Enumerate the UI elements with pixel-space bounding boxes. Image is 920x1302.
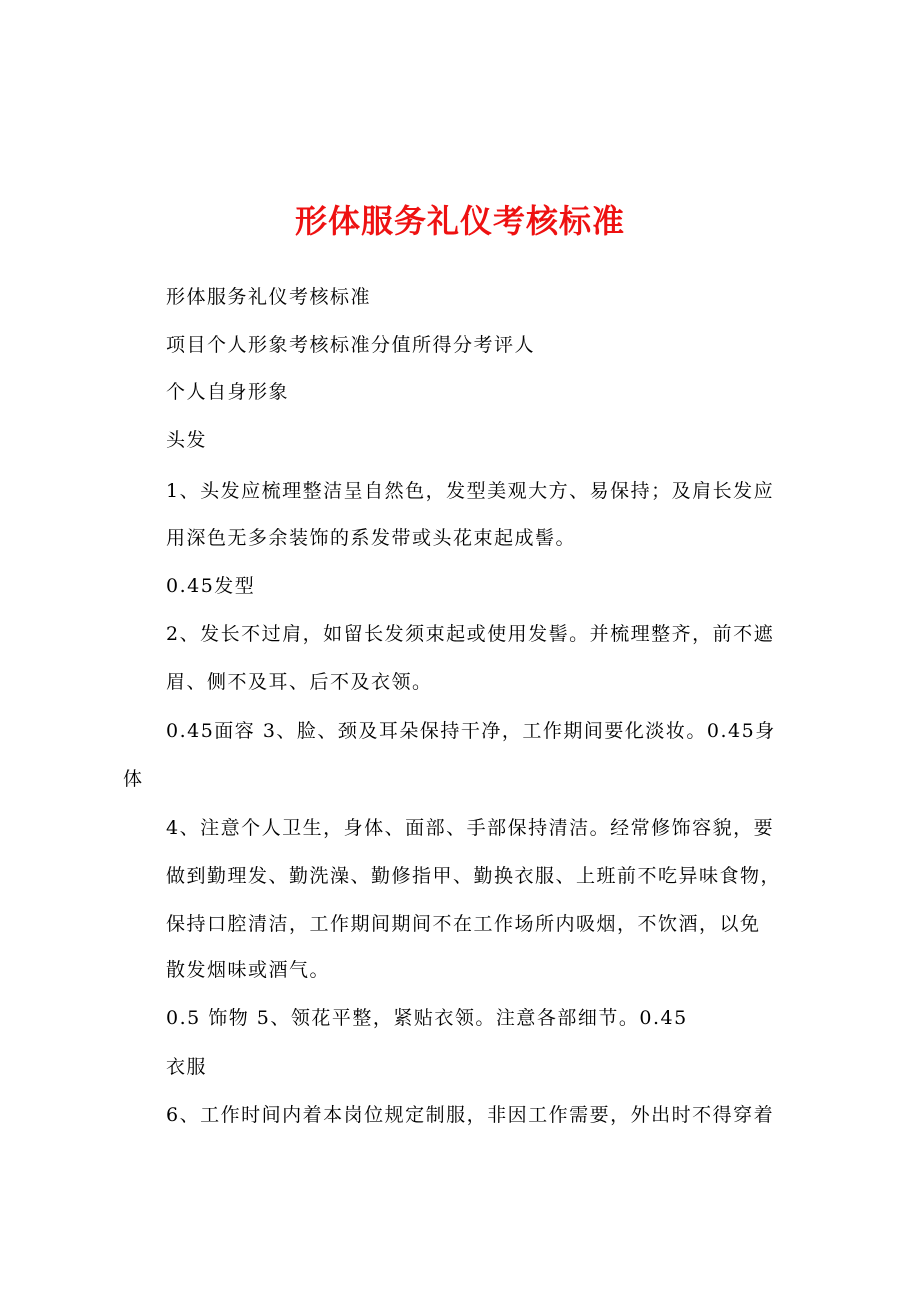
- body-line: 用深色无多余装饰的系发带或头花束起成髻。: [166, 527, 577, 549]
- body-line: 眉、侧不及耳、后不及衣领。: [166, 671, 433, 693]
- body-line: 做到勤理发、勤洗澡、勤修指甲、勤换衣服、上班前不吃异味食物，: [166, 865, 782, 887]
- body-line: 2、发长不过肩，如留长发须束起或使用发髻。并梳理整齐，前不遮: [166, 623, 775, 645]
- body-line: 6、工作时间内着本岗位规定制服，非因工作需要，外出时不得穿着: [166, 1104, 775, 1126]
- body-line: 0.45发型: [166, 575, 256, 597]
- body-line: 体: [123, 768, 144, 790]
- body-line: 保持口腔清洁，工作期间期间不在工作场所内吸烟，不饮酒，以免: [166, 913, 761, 935]
- body-line: 头发: [166, 429, 208, 451]
- body-line: 4、注意个人卫生，身体、面部、手部保持清洁。经常修饰容貌，要: [166, 817, 775, 839]
- body-line: 0.45面容 3、脸、颈及耳朵保持干净，工作期间要化淡妆。0.45身: [166, 720, 776, 742]
- body-line: 项目个人形象考核标准分值所得分考评人: [166, 334, 536, 356]
- body-line: 个人自身形象: [166, 381, 290, 403]
- document-title: 形体服务礼仪考核标准: [294, 202, 625, 240]
- body-line: 1、头发应梳理整洁呈自然色，发型美观大方、易保持；及肩长发应: [166, 480, 775, 502]
- body-line: 衣服: [166, 1056, 208, 1078]
- body-line: 散发烟味或酒气。: [166, 959, 331, 981]
- body-line: 0.5 饰物 5、领花平整，紧贴衣领。注意各部细节。0.45: [166, 1007, 688, 1029]
- body-line: 形体服务礼仪考核标准: [166, 286, 372, 308]
